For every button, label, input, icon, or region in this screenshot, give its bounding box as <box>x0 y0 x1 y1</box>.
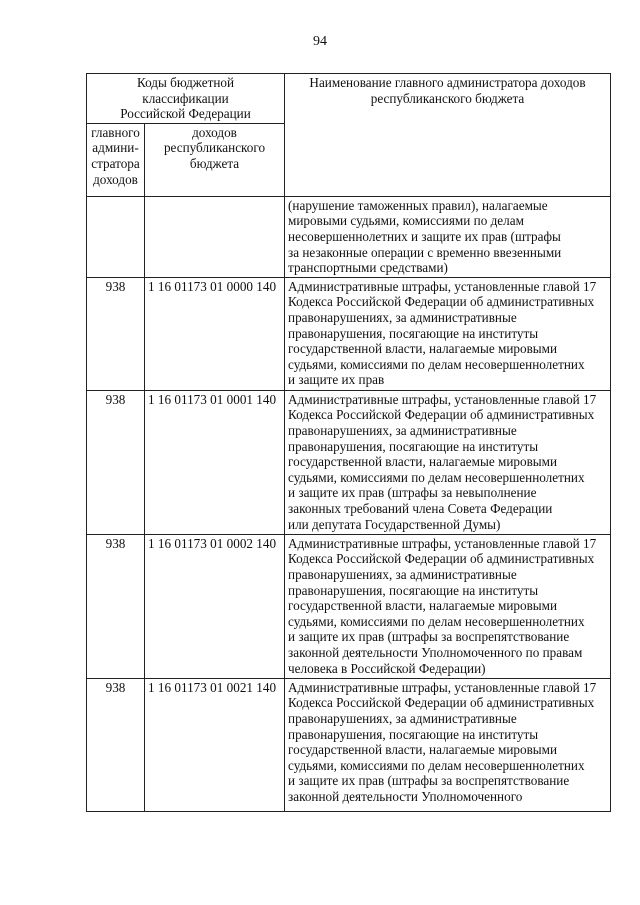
description-cell: Административные штрафы, установленные главой 17 Кодекса Российской Федерации об административных правонарушениях, за административные правонарушения, посягающие на институты государственной власти, налагаемые мировыми судьями, комиссиями по делам несовершеннолетних и защите их прав (штрафы за невыполнение законных требований члена Совета Федерации или депутата Государственной Думы) <box>285 390 611 534</box>
description-cell: Административные штрафы, установленные главой 17 Кодекса Российской Федерации об административных правонарушениях, за административные правонарушения, посягающие на институты государственной власти, налагаемые мировыми судьями, комиссиями по делам несовершеннолетних и защите их прав (штрафы за воспрепятствование законной деятельности Уполномоченного <box>285 678 611 811</box>
table-row <box>87 678 611 811</box>
description-cell: Административные штрафы, установленные главой 17 Кодекса Российской Федерации об административных правонарушениях, за административные правонарушения, посягающие на институты государственной власти, налагаемые мировыми судьями, комиссиями по делам несовершеннолетних и защите их прав (штрафы за воспрепятствование законной деятельности Уполномоченного по правам человека в Российской Федерации) <box>285 534 611 678</box>
admin-code-cell: 938 <box>87 390 145 534</box>
admin-code-cell <box>87 196 145 277</box>
revenue-code-cell <box>145 196 285 277</box>
admin-code-cell: 938 <box>87 277 145 390</box>
table-row <box>87 196 611 277</box>
table-row <box>87 534 611 678</box>
description-cell: Административные штрафы, установленные главой 17 Кодекса Российской Федерации об административных правонарушениях, за административные правонарушения, посягающие на институты государственной власти, налагаемые мировыми судьями, комиссиями по делам несовершеннолетних и защите их прав <box>285 277 611 390</box>
header-budget-codes: Коды бюджетной классификации Российской Федерации <box>87 74 285 124</box>
revenue-code-cell: 1 16 01173 01 0021 140 <box>145 678 285 811</box>
admin-code-cell: 938 <box>87 678 145 811</box>
header-revenue-code: доходов республиканского бюджета <box>145 123 285 196</box>
header-administrator-name: Наименование главного администратора доходов республиканского бюджета <box>285 74 611 197</box>
table-row <box>87 277 611 390</box>
revenue-code-cell: 1 16 01173 01 0000 140 <box>145 277 285 390</box>
budget-classification-table <box>86 73 611 812</box>
table-row <box>87 390 611 534</box>
revenue-code-cell: 1 16 01173 01 0002 140 <box>145 534 285 678</box>
page-number: 94 <box>313 34 327 49</box>
admin-code-cell: 938 <box>87 534 145 678</box>
description-cell: (нарушение таможенных правил), налагаемые мировыми судьями, комиссиями по делам несовершеннолетних и защите их прав (штрафы за незаконные операции с временно ввезенными транспортными средствами) <box>285 196 611 277</box>
revenue-code-cell: 1 16 01173 01 0001 140 <box>145 390 285 534</box>
header-chief-administrator: главного админи- стратора доходов <box>87 123 145 196</box>
